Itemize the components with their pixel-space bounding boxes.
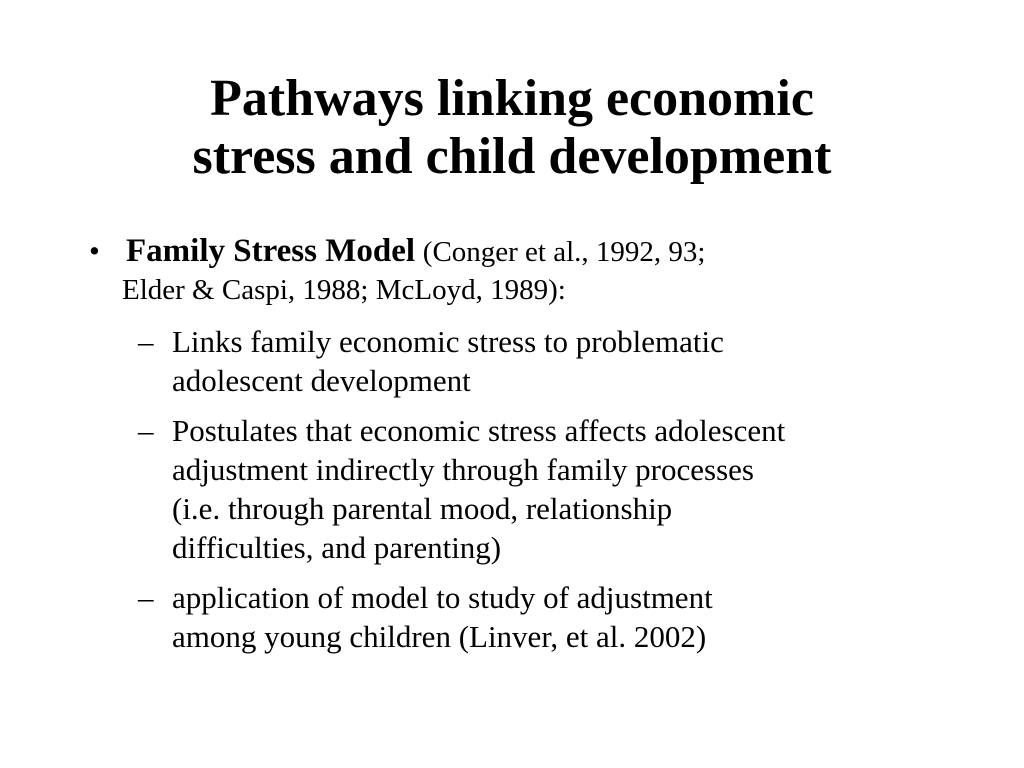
sub-bullet-line: Postulates that economic stress affects adolescent — [172, 413, 786, 448]
sub-bullet-line: adolescent development — [172, 363, 471, 398]
dash-marker: – — [138, 324, 154, 359]
sub-bullet-postulates — [138, 411, 972, 567]
bullet-family-stress-model — [89, 231, 956, 308]
sub-bullet-line: among young children (Linver, et al. 2002) — [172, 619, 707, 654]
bullet-list — [0, 231, 1024, 667]
sub-bullet-line: (i.e. through parental mood, relationship — [172, 491, 673, 526]
sub-bullet-line: Links family economic stress to problematic — [172, 324, 724, 359]
bullet-dot: • — [89, 233, 100, 268]
title-line: Pathways linking economic — [210, 70, 814, 127]
sub-bullet-line: application of model to study of adjustment — [172, 580, 713, 615]
dash-marker: – — [138, 413, 154, 448]
sub-bullet-list — [0, 322, 1024, 656]
sub-bullet-application — [138, 578, 972, 656]
citation-continued: Elder & Caspi, 1988; McLoyd, 1989): — [122, 274, 566, 306]
model-name: Family Stress Model — [126, 233, 416, 269]
citation: (Conger et al., 1992, 93; — [422, 236, 706, 268]
dash-marker: – — [138, 580, 154, 615]
sub-bullet-group — [0, 322, 1024, 656]
sub-bullet-links — [138, 322, 972, 400]
sub-bullet-line: adjustment indirectly through family processes — [172, 452, 754, 487]
slide-title — [40, 70, 984, 186]
title-line: stress and child development — [192, 128, 832, 185]
sub-bullet-line: difficulties, and parenting) — [172, 530, 502, 565]
